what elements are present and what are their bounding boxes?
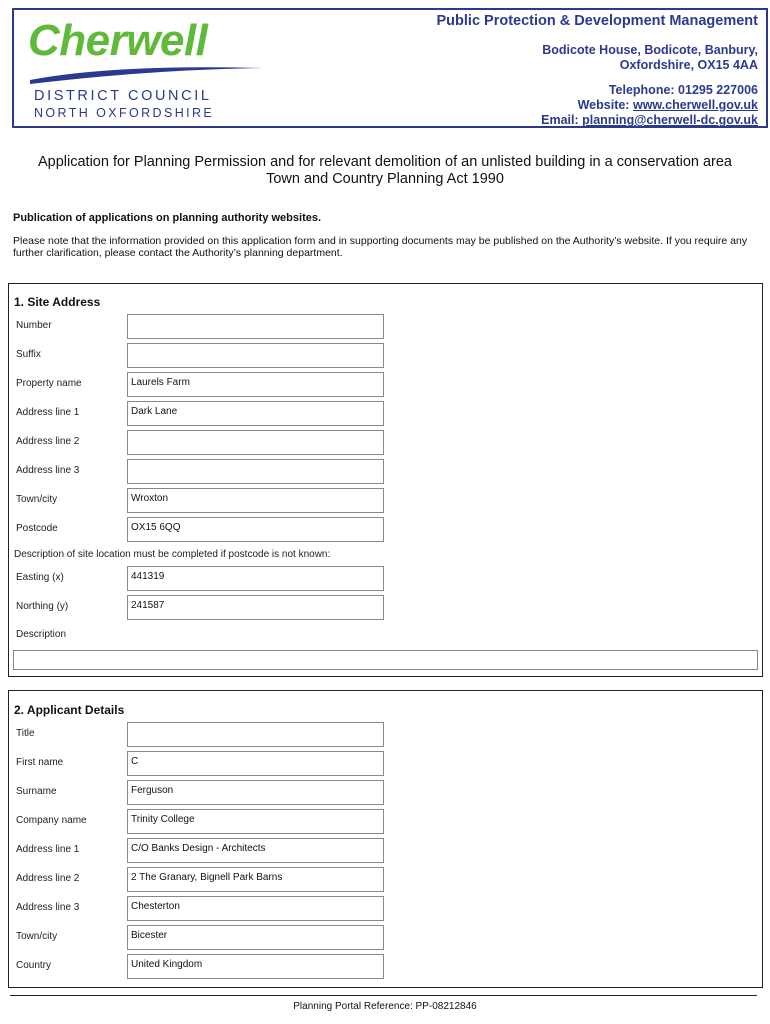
form-title [0,154,770,188]
section-title: 2. Applicant Details [14,703,125,717]
publication-text: Please note that the information provided on this application form and in supporting documents may be published on the Authority’s website. If you require any further clarification, please contact the Authority’s planning department. [13,235,748,259]
field-label: Title [16,728,35,739]
address-line-1: Bodicote House, Bodicote, Banbury, [542,43,758,57]
website-label: Website: [577,98,630,112]
form-row [14,488,754,514]
field-label: Address line 1 [16,844,80,855]
field-label: Company name [16,815,87,826]
address-line-3-field[interactable] [127,459,384,484]
address-line-2-field[interactable] [127,430,384,455]
applicant-address-line-1-field[interactable]: C/O Banks Design - Architects [127,838,384,863]
form-row [14,925,754,951]
field-label: Town/city [16,931,58,942]
field-label: Property name [16,378,82,389]
form-row [14,372,754,398]
telephone: Telephone: 01295 227006 [608,83,758,97]
form-row [14,896,754,922]
cherwell-logo: Cherwell [28,16,208,65]
portal-reference: Planning Portal Reference: PP-08212846 [293,1001,477,1012]
form-title-line-2: Town and Country Planning Act 1990 [266,171,504,187]
form-row [14,459,754,485]
field-label: Suffix [16,349,41,360]
description-label: Description [16,629,67,640]
section-title: 1. Site Address [14,295,101,309]
email-line [437,113,758,128]
council-region: NORTH OXFORDSHIRE [34,106,215,120]
field-label: Address line 3 [16,465,80,476]
email-link[interactable]: planning@cherwell-dc.gov.uk [582,113,758,127]
field-label: Northing (y) [16,601,69,612]
form-row [14,867,754,893]
address-line-1-field[interactable]: Dark Lane [127,401,384,426]
form-row [14,314,754,340]
department-name: Public Protection & Development Management [436,13,758,29]
location-note: Description of site location must be completed if postcode is not known: [14,549,331,560]
form-row [14,595,754,621]
footer-divider [10,995,757,996]
company-name-field[interactable]: Trinity College [127,809,384,834]
applicant-town-field[interactable]: Bicester [127,925,384,950]
field-label: Postcode [16,523,58,534]
form-title-line-1: Application for Planning Permission and for relevant demolition of an unlisted building in a conservation area [38,154,732,170]
letterhead [12,8,768,128]
field-label: Address line 2 [16,873,80,884]
site-address-section [8,283,763,677]
applicant-address-line-3-field[interactable]: Chesterton [127,896,384,921]
town-field[interactable]: Wroxton [127,488,384,513]
suffix-field[interactable] [127,343,384,368]
number-field[interactable] [127,314,384,339]
form-row [14,722,754,748]
title-field[interactable] [127,722,384,747]
website-line [437,98,758,113]
form-row [14,780,754,806]
form-row [14,954,754,980]
form-row [14,809,754,835]
email-label: Email: [541,113,579,127]
postcode-field[interactable]: OX15 6QQ [127,517,384,542]
field-label: Easting (x) [16,572,64,583]
publication-heading: Publication of applications on planning authority websites. [13,212,322,224]
property-name-field[interactable]: Laurels Farm [127,372,384,397]
form-row [14,430,754,456]
logo-swoosh-icon [26,60,266,88]
easting-field[interactable]: 441319 [127,566,384,591]
field-label: Address line 1 [16,407,80,418]
applicant-details-section [8,690,763,988]
field-label: First name [16,757,64,768]
form-row [14,751,754,777]
form-row [14,343,754,369]
website-link[interactable]: www.cherwell.gov.uk [632,98,758,112]
description-field[interactable] [13,650,758,670]
field-label: Number [16,320,52,331]
field-label: Surname [16,786,57,797]
applicant-address-line-2-field[interactable]: 2 The Granary, Bignell Park Barns [127,867,384,892]
field-label: Address line 2 [16,436,80,447]
form-row [14,566,754,592]
council-name: DISTRICT COUNCIL [34,88,212,104]
surname-field[interactable]: Ferguson [127,780,384,805]
form-row [14,517,754,543]
field-label: Country [16,960,52,971]
northing-field[interactable]: 241587 [127,595,384,620]
form-row [14,401,754,427]
field-label: Address line 3 [16,902,80,913]
address-line-2: Oxfordshire, OX15 4AA [619,58,758,72]
form-row [14,838,754,864]
first-name-field[interactable]: C [127,751,384,776]
contact-block [437,14,758,128]
country-field[interactable]: United Kingdom [127,954,384,979]
field-label: Town/city [16,494,58,505]
